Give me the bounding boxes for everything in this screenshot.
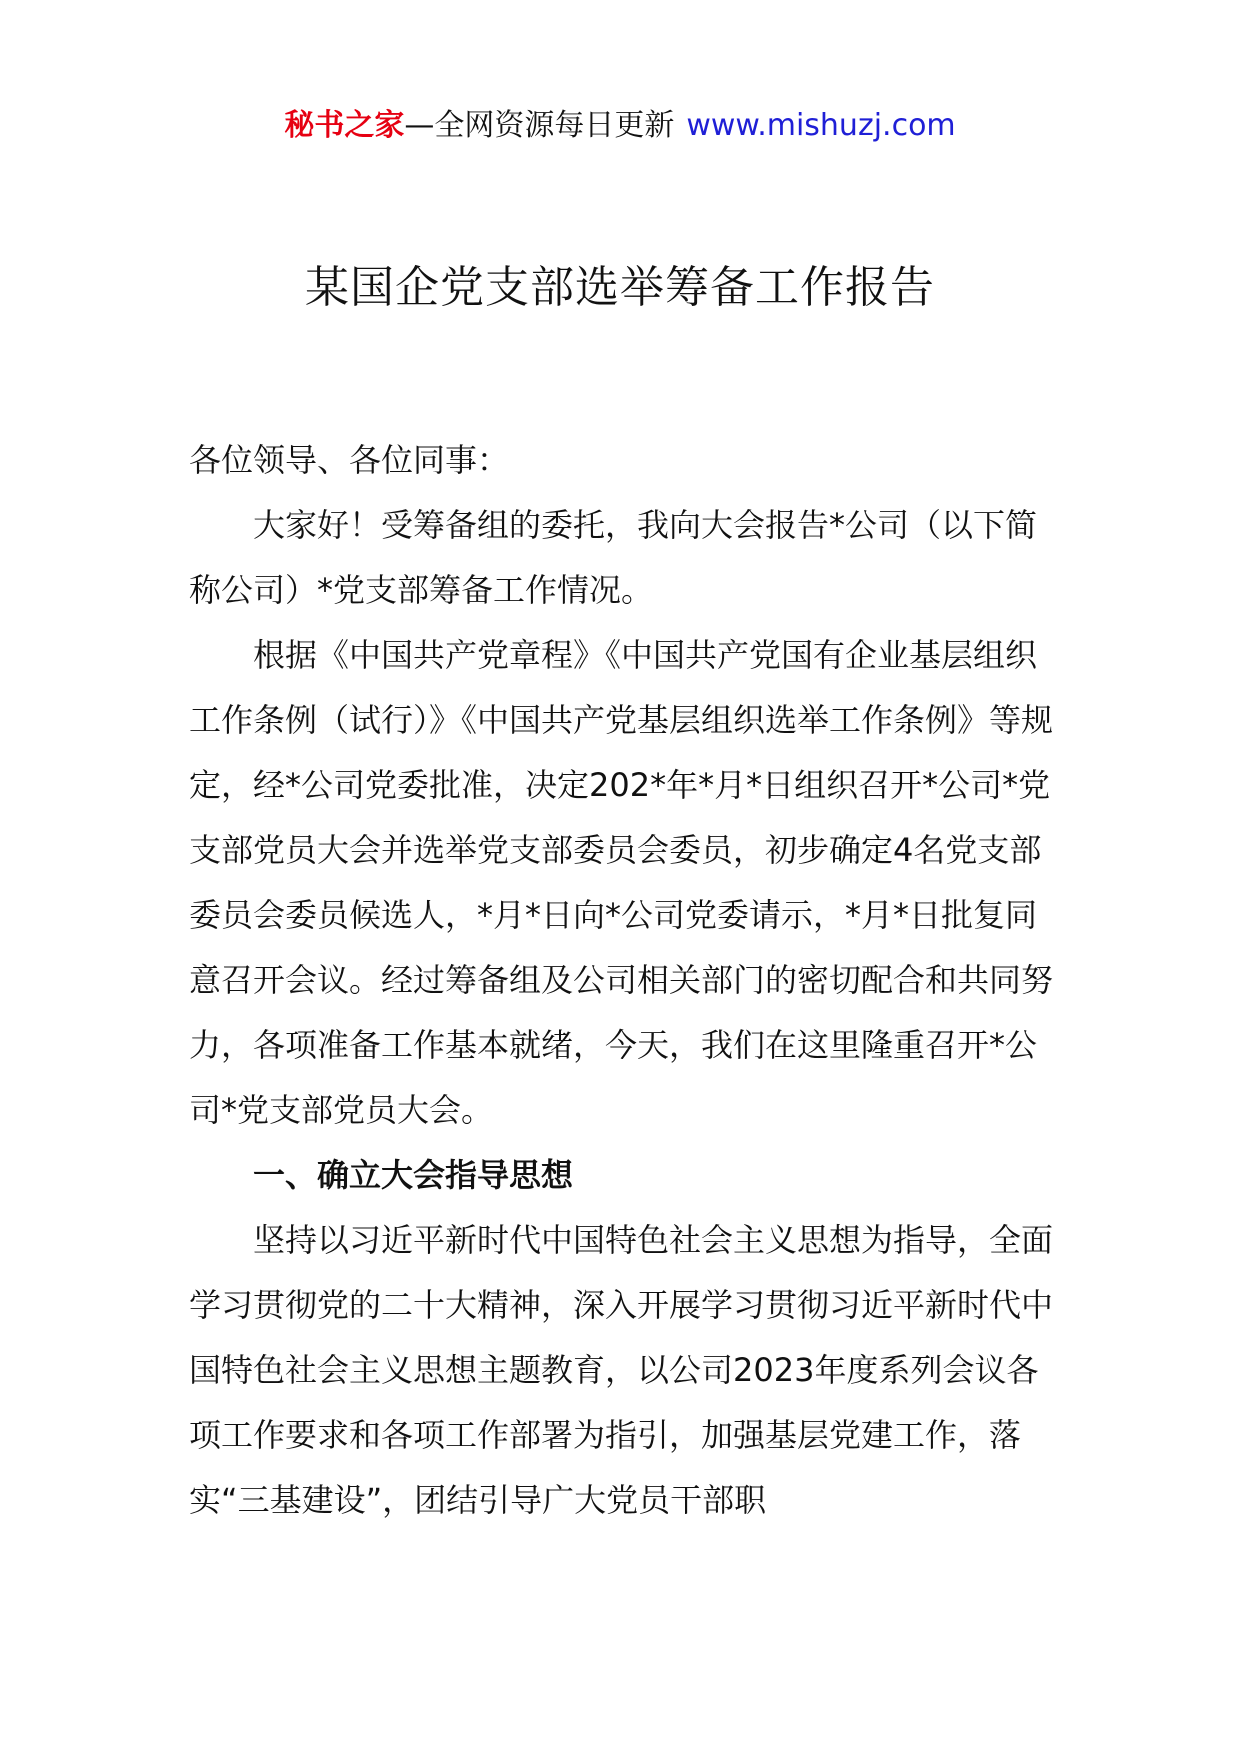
brand-name: 秘书之家: [284, 108, 405, 143]
document-title: 某国企党支部选举筹备工作报告: [305, 262, 935, 313]
section-heading: 一、确立大会指导思想: [253, 1156, 574, 1194]
site-url-link[interactable]: www.mishuzj.com: [686, 108, 956, 143]
greeting: 各位领导、各位同事：: [189, 441, 510, 479]
paragraph-intro: 大家好！受筹备组的委托，我向大会报告*公司（以下简称公司）*党支部筹备工作情况。: [189, 506, 1038, 609]
paragraph-background: 根据《中国共产党章程》《中国共产党国有企业基层组织工作条例（试行）》《中国共产党基层组织选举工作条例》等规定，经*公司党委批准，决定202*年*月*日组织召开*公司*党支部党员大会并选举党支部委员会委员，初步确定4名党支部委员会委员候选人，*月*日向*公司党委请示，*月*日批复同意召开会议。经过筹备组及公司相关部门的密切配合和共同努力，各项准备工作基本就绪，今天，我们在这里隆重召开*公司*党支部党员大会。: [189, 636, 1054, 1129]
site-header: [0, 104, 1240, 148]
document-body: [189, 428, 1064, 1533]
paragraph-guiding-thought: 坚持以习近平新时代中国特色社会主义思想为指导，全面学习贯彻党的二十大精神，深入开展学习贯彻习近平新时代中国特色社会主义思想主题教育，以公司2023年度系列会议各项工作要求和各项工作部署为指引，加强基层党建工作，落实“三基建设”，团结引导广大党员干部职: [189, 1221, 1054, 1519]
site-tagline: —全网资源每日更新: [404, 108, 675, 143]
